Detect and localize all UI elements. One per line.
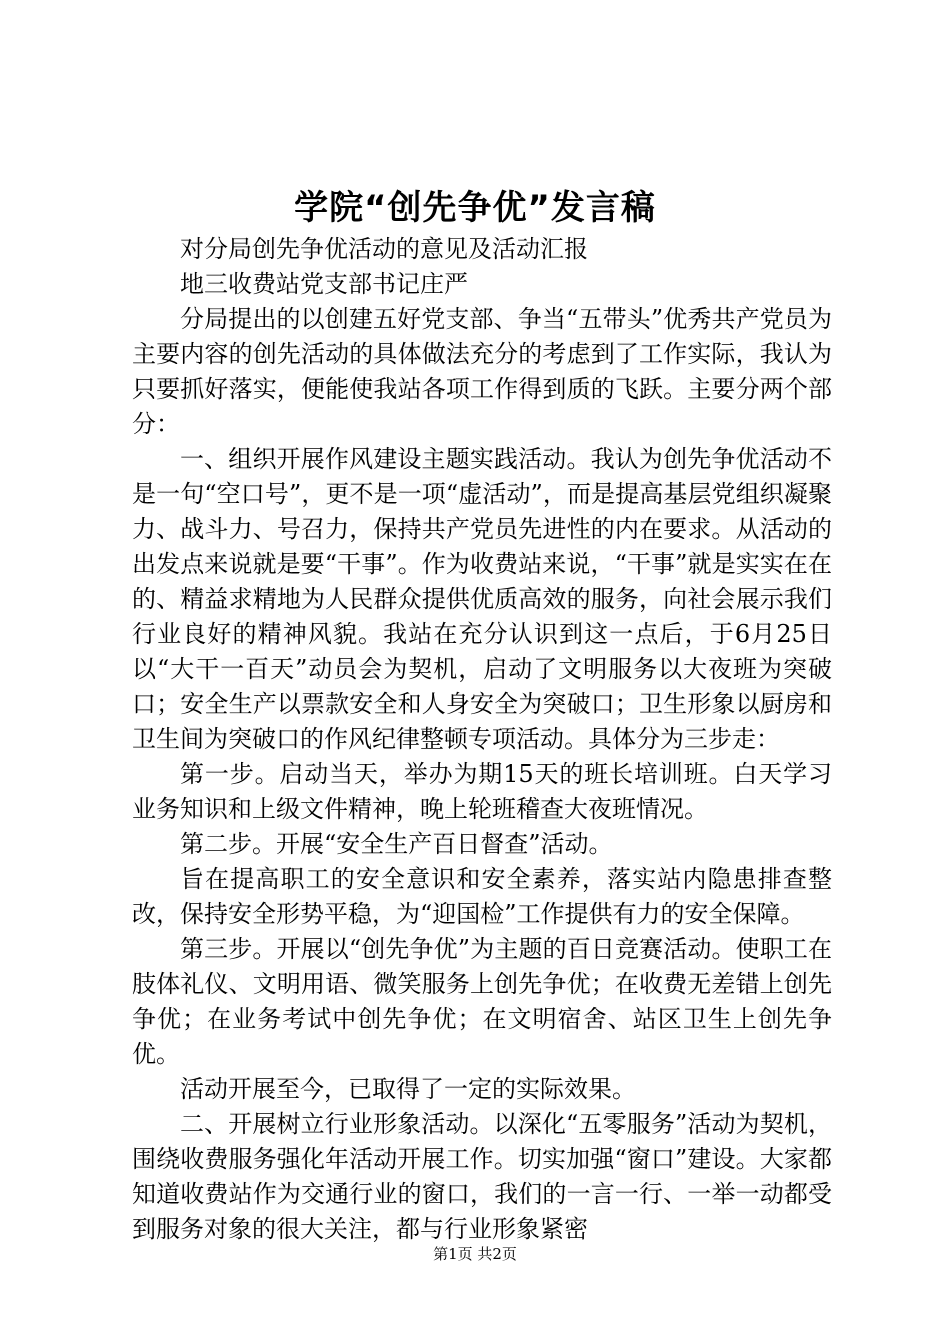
paragraph: 旨在提高职工的安全意识和安全素养，落实站内隐患排查整改，保持安全形势平稳，为“迎国检”工作提供有力的安全保障。 (132, 865, 832, 928)
paragraph: 分局提出的以创建五好党支部、争当“五带头”优秀共产党员为主要内容的创先活动的具体做法充分的考虑到了工作实际，我认为只要抓好落实，便能使我站各项工作得到质的飞跃。主要分两个部分： (132, 305, 832, 438)
paragraph: 第三步。开展以“创先争优”为主题的百日竞赛活动。使职工在肢体礼仪、文明用语、微笑服务上创先争优；在收费无差错上创先争优；在业务考试中创先争优；在文明宿舍、站区卫生上创先争优。 (132, 935, 832, 1068)
paragraph: 第二步。开展“安全生产百日督查”活动。 (180, 830, 613, 858)
document-body (132, 232, 832, 1247)
paragraph: 活动开展至今，已取得了一定的实际效果。 (180, 1075, 636, 1103)
document-title: 学院“创先争优”发言稿 (294, 188, 656, 228)
paragraph-subtitle: 对分局创先争优活动的意见及活动汇报 (180, 235, 588, 263)
page-number-footer: 第1页 共2页 (433, 1245, 517, 1263)
paragraph-author: 地三收费站党支部书记庄严 (180, 270, 468, 298)
paragraph: 一、组织开展作风建设主题实践活动。我认为创先争优活动不是一句“空口号”，更不是一项“虚活动”，而是提高基层党组织凝聚力、战斗力、号召力，保持共产党员先进性的内在要求。从活动的出发点来说就是要“干事”。作为收费站来说，“干事”就是实实在在的、精益求精地为人民群众提供优质高效的服务，向社会展示我们行业良好的精神风貌。我站在充分认识到这一点后，于6月25日以“大干一百天”动员会为契机，启动了文明服务以大夜班为突破口；安全生产以票款安全和人身安全为突破口；卫生形象以厨房和卫生间为突破口的作风纪律整顿专项活动。具体分为三步走： (132, 445, 832, 753)
paragraph: 二、开展树立行业形象活动。以深化“五零服务”活动为契机，围绕收费服务强化年活动开展工作。切实加强“窗口”建设。大家都知道收费站作为交通行业的窗口，我们的一言一行、一举一动都受到服务对象的很大关注，都与行业形象紧密 (132, 1110, 832, 1243)
paragraph: 第一步。启动当天，举办为期15天的班长培训班。白天学习业务知识和上级文件精神，晚上轮班稽查大夜班情况。 (132, 760, 832, 823)
